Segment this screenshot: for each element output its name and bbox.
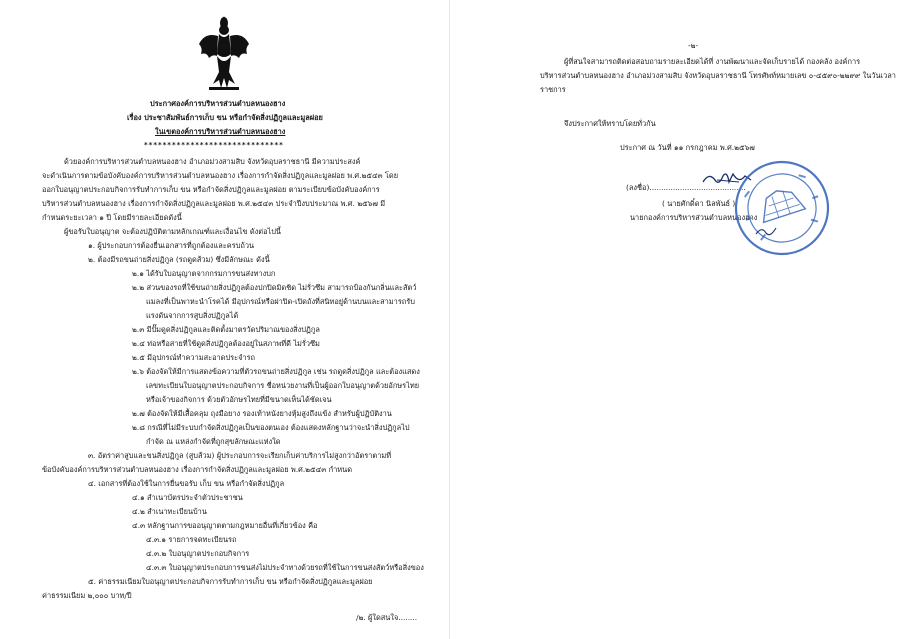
body-line: ๒.๑ ได้รับใบอนุญาตจากกรมการขนส่งทางบก xyxy=(132,269,276,278)
announcement-subject: เรื่อง ประชาสัมพันธ์การเก็บ ขน หรือกำจัดสิ่งปฏิกูลและมูลฝอย xyxy=(127,113,323,122)
contact-line: บริหารส่วนตำบลหนองฮาง อำเภอม่วงสามสิบ จังหวัดอุบลราชธานี โทรศัพท์หมายเลข ๐-๔๕๙๐-๒๒๙๙ ในวันเวลา xyxy=(540,71,896,80)
official-seal-stamp-icon xyxy=(730,156,834,260)
continue-footer: /๒. ผู้ใดสนใจ........ xyxy=(356,613,418,622)
body-line: ๒.๕ มีอุปกรณ์ทำความสะอาดประจำรถ xyxy=(132,353,256,362)
signer-title: นายกองค์การบริหารส่วนตำบลหนองฮาง xyxy=(630,213,758,222)
body-line: ๒.๘ กรณีที่ไม่มีระบบกำจัดสิ่งปฏิกูลเป็นของตนเอง ต้องแสดงหลักฐานว่าจะนำสิ่งปฏิกูลไป xyxy=(132,423,410,432)
body-line: ๒.๓ มีปั๊มดูดสิ่งปฏิกูลและติดตั้งมาตรวัดปริมาณของสิ่งปฏิกูล xyxy=(132,325,320,334)
body-line: แรงดันจากการสูบสิ่งปฏิกูลได้ xyxy=(146,311,239,320)
right-page xyxy=(450,0,900,639)
intro-line: กำหนดระยะเวลา ๑ ปี โดยมีรายละเอียดดังนี้ xyxy=(42,213,182,222)
body-line: ๒.๗ ต้องจัดให้มีเสื้อคลุม ถุงมือยาง รองเท้าหนังยางหุ้มสูงถึงแข้ง สำหรับผู้ปฏิบัติงาน xyxy=(132,409,392,418)
signer-name: ( นายศักดิ์ดา นิลพันธ์ ) xyxy=(662,199,736,208)
page-number: -๒- xyxy=(688,41,699,50)
body-line: ผู้ขอรับใบอนุญาต จะต้องปฏิบัติตามหลักเกณฑ์และเงื่อนไข ดังต่อไปนี้ xyxy=(64,227,281,236)
body-line: ๓. อัตราค่าสูบและขนสิ่งปฏิกูล (สูบส้วม) ผู้ประกอบการจะเรียกเก็บค่าบริการไม่สูงกว่าอัตราตามที่ xyxy=(88,451,392,460)
signature-flourish-icon xyxy=(754,224,778,238)
body-line: แมลงที่เป็นพาหะนำโรคได้ มีอุปกรณ์หรือฝาปิด-เปิดถังที่สนิทอยู่ด้านบนและสามารถรับ xyxy=(146,297,415,306)
contact-line: ราชการ xyxy=(540,85,566,94)
body-line: ๒. ต้องมีรถขนถ่ายสิ่งปฏิกูล (รถดูดส้วม) ซึ่งมีลักษณะ ดังนี้ xyxy=(88,255,270,264)
body-line: ๔. เอกสารที่ต้องใช้ในการยื่นขอรับ เก็บ ขน หรือกำจัดสิ่งปฏิกูล xyxy=(88,479,285,488)
body-line: ค่าธรรมเนียม ๒,๐๐๐ บาท/ปี xyxy=(42,591,132,600)
signature-label: (ลงชื่อ)......................................... xyxy=(626,183,746,192)
date-line: ประกาศ ณ วันที่ ๑๑ กรกฎาคม พ.ศ.๒๕๖๗ xyxy=(620,143,755,152)
body-line: ๔.๓.๓ ใบอนุญาตประกอบการขนส่งไม่ประจำทางด้วยรถที่ใช้ในการขนส่งสัตว์หรือสิ่งของ xyxy=(146,563,424,572)
garuda-emblem-icon xyxy=(197,14,251,92)
announcement-area: ในเขตองค์การบริหารส่วนตำบลหนองฮาง xyxy=(155,127,286,136)
body-line: ๑. ผู้ประกอบการต้องยื่นเอกสารที่ถูกต้องและครบถ้วน xyxy=(88,241,255,250)
body-line: ข้อบังคับองค์การบริหารส่วนตำบลหนองฮาง เรื่องการกำจัดสิ่งปฏิกูลและมูลฝอย พ.ศ.๒๕๔๓ กำหนด xyxy=(42,465,352,474)
announcement-title: ประกาศองค์การบริหารส่วนตำบลหนองฮาง xyxy=(150,99,286,108)
body-line: ๔.๑ สำเนาบัตรประจำตัวประชาชน xyxy=(132,493,243,502)
body-line: ๔.๒ สำเนาทะเบียนบ้าน xyxy=(132,507,207,516)
body-line: ๔.๓.๒ ใบอนุญาตประกอบกิจการ xyxy=(146,549,250,558)
intro-line: จะดำเนินการตามข้อบังคับองค์การบริหารส่วนตำบลหนองฮาง เรื่องการกำจัดสิ่งปฏิกูลและมูลฝอย พ.ศ.๒๕๔๓ โดย xyxy=(42,171,399,180)
contact-line: ผู้ที่สนใจสามารถติดต่อสอบถามรายละเอียดได้ที่ งานพัฒนาและจัดเก็บรายได้ กองคลัง องค์การ xyxy=(564,57,861,66)
body-line: กำจัด ณ แหล่งกำจัดที่ถูกสุขลักษณะแห่งใด xyxy=(146,437,281,446)
intro-line: บริหารส่วนตำบลหนองฮาง เรื่องการกำจัดสิ่งปฏิกูลและมูลฝอย พ.ศ.๒๕๔๓ ประจำปีงบประมาณ พ.ศ. ๒๕๖๗ มี xyxy=(42,199,386,208)
body-line: ๒.๒ ส่วนของรถที่ใช้ขนถ่ายสิ่งปฏิกูลต้องปกปิดมิดชิด ไม่รั่วซึม สามารถป้องกันกลิ่นและสัตว์ xyxy=(132,283,417,292)
intro-line: ด้วยองค์การบริหารส่วนตำบลหนองฮาง อำเภอม่วงสามสิบ จังหวัดอุบลราชธานี มีความประสงค์ xyxy=(64,157,361,166)
body-line: ๒.๖ ต้องจัดให้มีการแสดงข้อความที่ตัวรถขนถ่ายสิ่งปฏิกูล เช่น รถดูดสิ่งปฏิกูล และต้องแสดง xyxy=(132,367,420,376)
closing-text: จึงประกาศให้ทราบโดยทั่วกัน xyxy=(564,119,656,128)
header-separator: ****************************** xyxy=(144,141,284,149)
body-line: ๕. ค่าธรรมเนียมใบอนุญาตประกอบกิจการรับทำการเก็บ ขน หรือกำจัดสิ่งปฏิกูลและมูลฝอย xyxy=(88,577,373,586)
body-line: ๒.๔ ท่อหรือสายที่ใช้ดูดสิ่งปฏิกูลต้องอยู่ในสภาพที่ดี ไม่รั่วซึม xyxy=(132,339,320,348)
body-line: เลขทะเบียนใบอนุญาตประกอบกิจการ ชื่อหน่วยงานที่เป็นผู้ออกใบอนุญาตด้วยอักษรไทย xyxy=(146,381,420,390)
body-line: หรือเจ้าของกิจการ ด้วยตัวอักษรไทยที่มีขนาดเห็นได้ชัดเจน xyxy=(146,395,332,404)
intro-line: ออกใบอนุญาตประกอบกิจการรับทำการเก็บ ขน หรือกำจัดสิ่งปฏิกูลและมูลฝอย ตามระเบียบข้อบังคับองค์การ xyxy=(42,185,380,194)
body-line: ๔.๓.๑ รายการจดทะเบียนรถ xyxy=(146,535,237,544)
body-line: ๔.๓ หลักฐานการขออนุญาตตามกฎหมายอื่นที่เกี่ยวข้อง คือ xyxy=(132,521,318,530)
